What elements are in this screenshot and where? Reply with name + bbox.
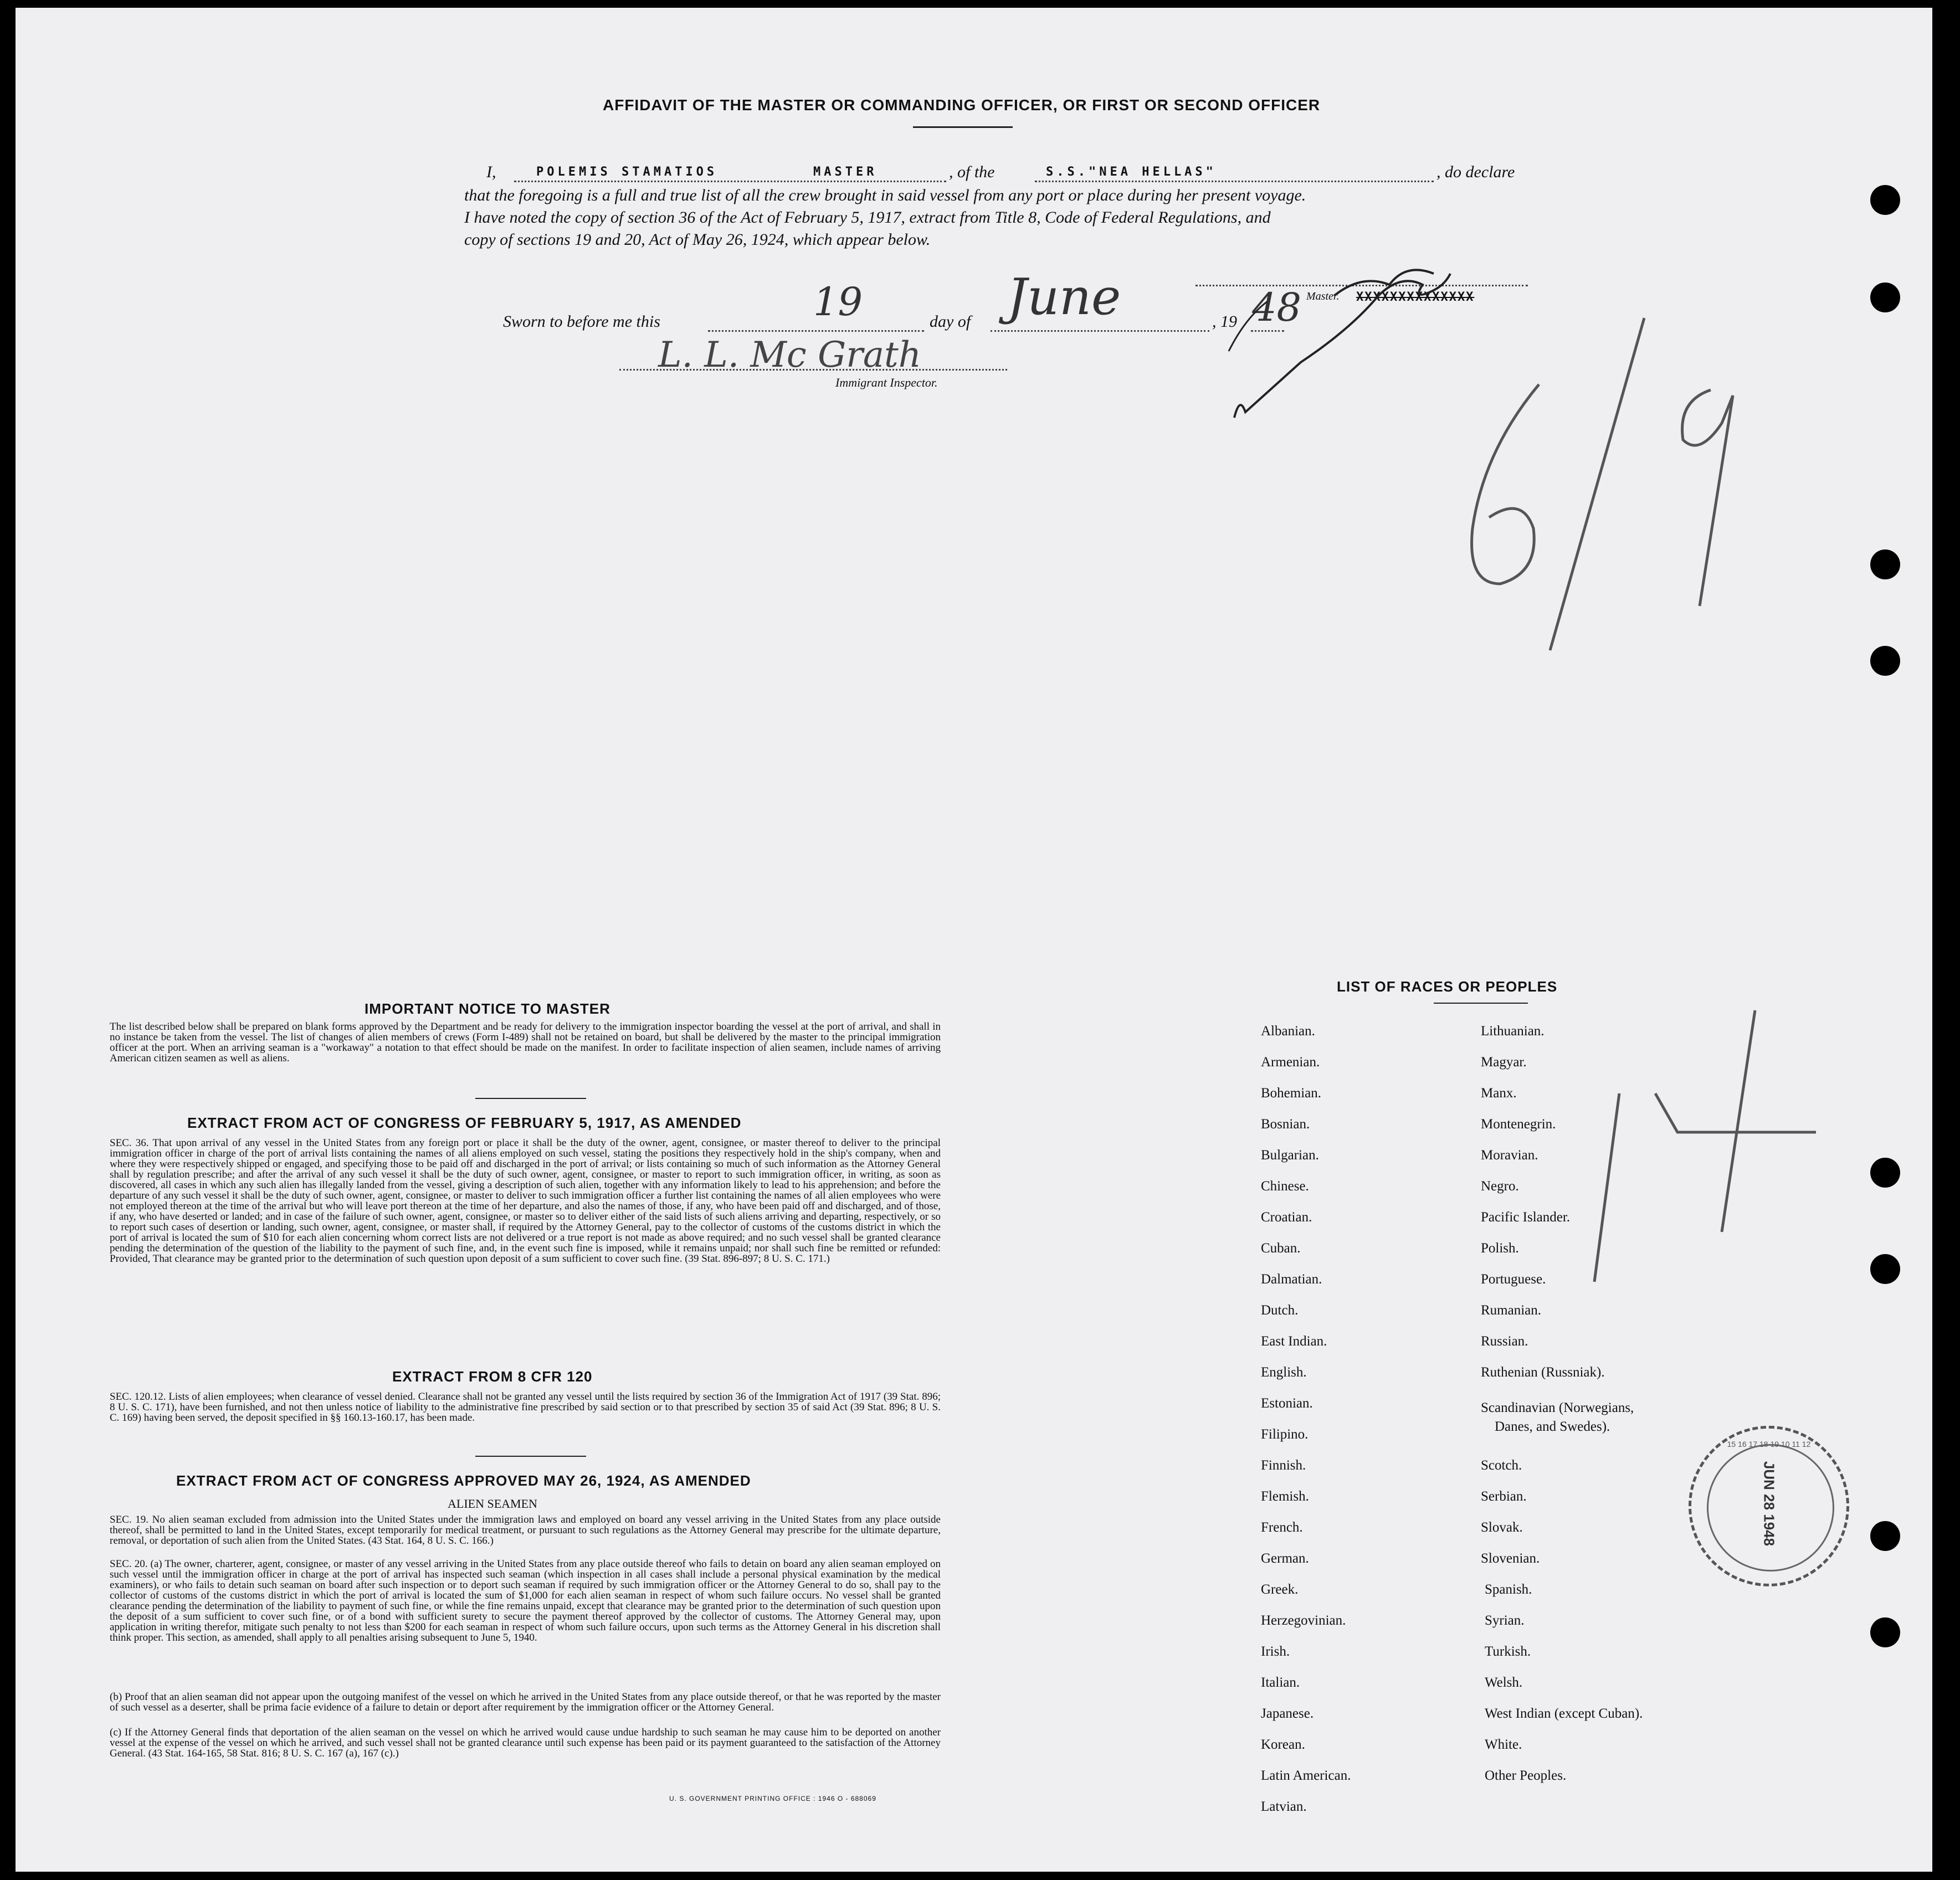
inspector-label: Immigrant Inspector.: [835, 376, 938, 389]
binder-hole: [1870, 1158, 1900, 1188]
race-item: Manx.: [1481, 1086, 1517, 1101]
extract-1924-sec20a: SEC. 20. (a) The owner, charterer, agent, consignee, or master of any vessel arriving in the United States from any place outside thereof who fails to detain on board any alien seaman employed on such vessel until the immigration officer in charge at the port of arrival has inspected such seaman (which inspection in all cases shall include a personal physical examination by the medical examiners), or who fails to detain such seaman on board after such inspection or to deport such seaman if required by such immigration officer or the Attorney General to do so, shall pay to the collector of customs of the customs district in which the port of arrival is located the sum of $1,000 for each alien seaman in respect of whom such failure occurs. No vessel shall be granted clearance pending the determination of the liability to payment of such fine, or while the fine remains unpaid, except that clearance may be granted prior to the determination of such question upon the deposit of a sum sufficient to cover such fine, or of a bond with sufficient surety to secure the payment thereof approved by the collector of customs. The Attorney General may, upon application in writing therefor, mitigate such penalty to not less than $200 for each seaman in respect of whom such failure occurs, upon such terms as the Attorney General in his discretion shall think proper. This section, as amended, shall apply to all penalties arising subsequent to June 5, 1940.: [110, 1558, 941, 1643]
affidavit-line-3: I have noted the copy of section 36 of the Act of February 5, 1917, extract from Title 8, Code of Federal Regulations, and: [464, 208, 1271, 227]
race-item: White.: [1485, 1737, 1522, 1752]
race-item: West Indian (except Cuban).: [1485, 1706, 1643, 1721]
race-item: English.: [1261, 1365, 1307, 1380]
race-item: Polish.: [1481, 1241, 1519, 1256]
stamp-date: JUN 28 1948: [1761, 1461, 1778, 1547]
race-item: Syrian.: [1485, 1613, 1525, 1628]
extract-cfr-title: EXTRACT FROM 8 CFR 120: [392, 1368, 593, 1385]
race-item: Croatian.: [1261, 1210, 1312, 1225]
race-item: East Indian.: [1261, 1334, 1327, 1349]
vessel-line: [1035, 181, 1434, 182]
race-item: Japanese.: [1261, 1706, 1314, 1721]
race-item: Turkish.: [1485, 1644, 1531, 1659]
race-item: Montenegrin.: [1481, 1117, 1556, 1132]
binder-hole: [1870, 1254, 1900, 1284]
affidavit-title: AFFIDAVIT OF THE MASTER OR COMMANDING OFFICER, OR FIRST OR SECOND OFFICER: [603, 96, 1321, 114]
race-item: Finnish.: [1261, 1458, 1306, 1473]
race-item: Pacific Islander.: [1481, 1210, 1571, 1225]
master-name-typed: POLEMIS STAMATIOS: [536, 165, 718, 179]
day-line: [708, 330, 924, 332]
race-item: Rumanian.: [1481, 1303, 1542, 1318]
race-item: Dutch.: [1261, 1303, 1299, 1318]
stamp-numbers: 15 16 17 18 19 10 11 12: [1727, 1440, 1811, 1448]
do-declare-text: , do declare: [1436, 163, 1515, 181]
race-item: Danes, and Swedes).: [1495, 1419, 1610, 1434]
extract-1924-sec19: SEC. 19. No alien seaman excluded from admission into the United States under the immigration laws and employed on board any vessel arriving in the United States from any place outside thereof, shall be permitted to land in the United States, except temporarily for medical treatment, or pursuant to such regulations as the Attorney General may prescribe for the ultimate departure, removal, or deportation of such alien from the United States. (43 Stat. 164, 8 U. S. C. 166.): [110, 1514, 941, 1547]
vessel-name-typed: S.S."NEA HELLAS": [1046, 165, 1217, 179]
inspector-signature: L. L. Mc Grath: [658, 335, 921, 376]
extract-1917-body: SEC. 36. That upon arrival of any vessel in the United States from any foreign port or place it shall be the duty of the owner, agent, consignee, or master thereof to deliver to the principal immigration officer in charge of the port of arrival lists containing the names of all aliens employed on such vessel, stating the positions they respectively hold in the ship's company, when and where they were respectively shipped or engaged, and specifying those to be paid off and discharged in the port of arrival; or lists containing so much of such information as the Attorney General shall by regulation prescribe; and after the arrival of any such vessel it shall be the duty of such owner, agent, consignee, or master to report to such immigration officer, in writing, as soon as discovered, all cases in which any such alien has illegally landed from the vessel, giving a description of such alien, together with any information likely to lead to his apprehension; and before the departure of any such vessel it shall be the duty of such owner, agent, consignee, or master to deliver to such immigration officer a further list containing the names of all alien employees who were not employed thereon at the time of the arrival but who will leave port thereon at the time of her departure, and also the names of those, if any, who have been paid off and discharged, and of those, if any, who have deserted or landed; and in case of the failure of such owner, agent, consignee, or master so to deliver either of the said lists of such aliens arriving and departing, respectively, or so to report such cases of desertion or landing, such owner, agent, consignee, or master shall, if required by the Attorney General, pay to the collector of customs of the customs district in which the port of arrival is located the sum of $10 for each alien concerning whom correct lists are not delivered or a true report is not made as above required; and no such vessel shall be granted clearance pending the determination of the question of the liability to the payment of such fine, and, in the event such fine is imposed, while it remains unpaid; nor shall such fine be remitted or refunded: Provided, That clearance may be granted prior to the determination of such question upon deposit of a sum sufficient to cover such fine. (39 Stat. 896-897; 8 U. S. C. 171.): [110, 1137, 941, 1265]
document-page: [16, 8, 1932, 1872]
race-item: Cuban.: [1261, 1241, 1301, 1256]
race-item: French.: [1261, 1520, 1303, 1535]
race-item: Albanian.: [1261, 1024, 1315, 1039]
sworn-text: Sworn to before me this: [503, 312, 660, 331]
race-item: Slovak.: [1481, 1520, 1523, 1535]
name-line: [514, 181, 946, 182]
race-item: Dalmatian.: [1261, 1272, 1322, 1287]
rule-2: [475, 1456, 586, 1457]
race-item: Herzegovinian.: [1261, 1613, 1346, 1628]
notice-body: The list described below shall be prepared on blank forms approved by the Department and be ready for delivery to the immigration inspector boarding the vessel at the port of arrival, and shall in no instance be taken from the vessel. The list of changes of alien members of crews (Form I-489) shall not be retained on board, but shall be delivered by the master to the principal immigration officer at the port. When an arriving seaman is a "workaway" a notation to that effect should be made on the manifest. In order to facilitate inspection of alien seamen, include names of arriving American citizen seamen as well as aliens.: [110, 1021, 941, 1064]
month-handwritten: June: [1007, 268, 1121, 326]
race-item: Chinese.: [1261, 1179, 1309, 1194]
extract-1924-sec20b: (b) Proof that an alien seaman did not appear upon the outgoing manifest of the vessel on which he arrived in the United States from any place outside thereof, or that he was reported by the master of such vessel as a deserter, shall be prima facie evidence of a failure to detain or deport after requirement by the immigration officer or the Attorney General.: [110, 1691, 941, 1713]
of-the-text: , of the: [949, 163, 995, 181]
binder-hole: [1870, 282, 1900, 312]
month-line: [991, 330, 1209, 332]
race-item: Russian.: [1481, 1334, 1528, 1349]
affidavit-i: I,: [486, 163, 496, 181]
race-item: Welsh.: [1485, 1675, 1523, 1690]
race-item: Bohemian.: [1261, 1086, 1322, 1101]
binder-hole: [1870, 185, 1900, 215]
race-item: Ruthenian (Russniak).: [1481, 1365, 1605, 1380]
extract-cfr-body: SEC. 120.12. Lists of alien employees; when clearance of vessel denied. Clearance shall not be granted any vessel until the lists required by section 36 of the Immigration Act of 1917 (39 Stat. 896; 8 U. S. C. 171), have been furnished, and not then unless notice of liability to the administrative fine prescribed by said section or to that prescribed by section 35 of said Act (39 Stat. 896; 8 U. S. C. 169) having been served, the deposit specified in §§ 160.13-160.17, has been made.: [110, 1391, 941, 1424]
master-label: Master.: [1306, 290, 1340, 302]
date-stamp: [1689, 1426, 1849, 1586]
inspector-line: [619, 369, 1007, 371]
year-handwritten: 48: [1252, 285, 1302, 330]
race-item: Scandinavian (Norwegians,: [1481, 1400, 1634, 1415]
rule-1: [475, 1098, 586, 1099]
race-item: Serbian.: [1481, 1489, 1527, 1504]
printer-line: U. S. GOVERNMENT PRINTING OFFICE : 1946 O - 688069: [669, 1795, 876, 1802]
binder-hole: [1870, 549, 1900, 579]
race-item: Korean.: [1261, 1737, 1305, 1752]
binder-hole: [1870, 1521, 1900, 1551]
affidavit-line-4: copy of sections 19 and 20, Act of May 26, 1924, which appear below.: [464, 230, 931, 249]
master-typed-struck: XXXXXXXXXXXXXX: [1356, 290, 1475, 304]
race-item: Armenian.: [1261, 1055, 1320, 1070]
race-item: Latin American.: [1261, 1768, 1351, 1783]
affidavit-line-2: that the foregoing is a full and true list of all the crew brought in said vessel from any port or place during her present voyage.: [464, 186, 1306, 204]
day-of-text: day of: [930, 312, 971, 331]
race-item: Italian.: [1261, 1675, 1300, 1690]
handwritten-date-mark: [1412, 296, 1788, 695]
race-item: Spanish.: [1485, 1582, 1532, 1597]
extract-1924-title: EXTRACT FROM ACT OF CONGRESS APPROVED MAY 26, 1924, AS AMENDED: [176, 1472, 751, 1489]
race-item: Filipino.: [1261, 1427, 1309, 1442]
handwritten-number-mark: [1556, 994, 1833, 1304]
extract-1924-subtitle: ALIEN SEAMEN: [448, 1497, 537, 1511]
race-item: Latvian.: [1261, 1799, 1307, 1814]
extract-1924-sec20c: (c) If the Attorney General finds that deportation of the alien seaman on the vessel on which he arrived would cause undue hardship to such seaman he may cause him to be deported on another vessel at the expense of the vessel on which he arrived, and such vessel shall not be granted clearance until such expense has been paid or its payment guaranteed to the satisfaction of the Attorney General. (43 Stat. 164-165, 58 Stat. 816; 8 U. S. C. 167 (a), 167 (c).): [110, 1727, 941, 1759]
notice-title: IMPORTANT NOTICE TO MASTER: [365, 1000, 610, 1017]
race-item: Scotch.: [1481, 1458, 1522, 1473]
binder-hole: [1870, 646, 1900, 676]
binder-hole: [1870, 1617, 1900, 1647]
race-item: Irish.: [1261, 1644, 1290, 1659]
race-item: Slovenian.: [1481, 1551, 1540, 1566]
race-item: Magyar.: [1481, 1055, 1527, 1070]
race-item: Estonian.: [1261, 1396, 1313, 1411]
race-item: Negro.: [1481, 1179, 1519, 1194]
race-item: German.: [1261, 1551, 1309, 1566]
races-rule: [1434, 1003, 1528, 1004]
race-item: Moravian.: [1481, 1148, 1538, 1163]
race-item: Bulgarian.: [1261, 1148, 1319, 1163]
extract-1917-title: EXTRACT FROM ACT OF CONGRESS OF FEBRUARY 5, 1917, AS AMENDED: [187, 1114, 742, 1131]
race-item: Portuguese.: [1481, 1272, 1546, 1287]
race-item: Bosnian.: [1261, 1117, 1310, 1132]
race-item: Lithuanian.: [1481, 1024, 1545, 1039]
master-rank-typed: MASTER: [813, 165, 878, 179]
race-item: Greek.: [1261, 1582, 1299, 1597]
day-handwritten: 19: [813, 279, 863, 325]
races-title: LIST OF RACES OR PEOPLES: [1337, 978, 1558, 995]
race-item: Flemish.: [1261, 1489, 1309, 1504]
race-item: Other Peoples.: [1485, 1768, 1567, 1783]
year-prefix: , 19: [1212, 312, 1237, 331]
title-rule: [913, 126, 1013, 128]
